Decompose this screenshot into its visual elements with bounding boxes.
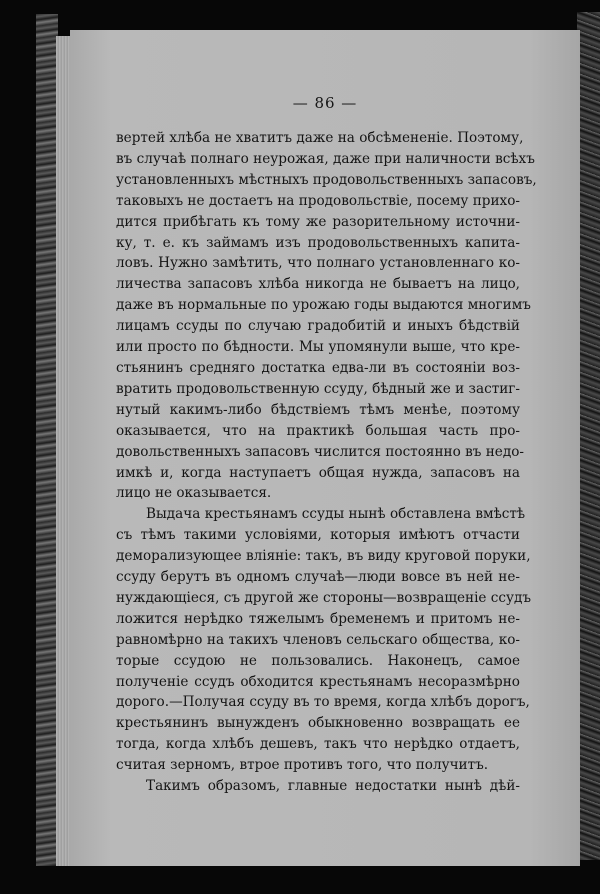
book-board-right <box>577 12 600 860</box>
text-line: вратить продовольственную ссуду, бѣдный же и застиг- <box>116 380 520 397</box>
text-line: стьянинъ средняго достатка едва-ли въ состояніи воз- <box>116 359 520 376</box>
text-line: лицамъ ссуды по случаю градобитій и иныхъ бѣдствій <box>116 318 520 335</box>
text-line: даже въ нормальные по урожаю годы выдаются многимъ <box>116 297 531 314</box>
text-line: деморализующее вліяніе: такъ, въ виду круговой поруки, <box>116 548 531 565</box>
paragraph-1 <box>116 128 537 504</box>
text-line: вертей хлѣба не хватитъ даже на обсѣмененіе. Поэтому, <box>116 130 524 146</box>
text-line: ку, т. е. къ займамъ изъ продовольственныхъ капита- <box>116 234 520 251</box>
text-line: нуждающіеся, съ другой же стороны—возвращеніе ссудъ <box>116 589 532 606</box>
page-body <box>116 128 537 797</box>
text-line: оказывается, что на практикѣ большая часть про- <box>116 422 520 439</box>
text-line: равномѣрно на такихъ членовъ сельскаго общества, ко- <box>116 631 520 648</box>
text-line: ложится нерѣдко тяжелымъ бременемъ и притомъ не- <box>116 610 520 627</box>
text-line: торые ссудою не пользовались. Наконецъ, самое <box>116 652 520 669</box>
text-line: имкѣ и, когда наступаетъ общая нужда, запасовъ на <box>116 464 520 481</box>
text-line: или просто по бѣдности. Мы упомянули выше, что кре- <box>116 339 520 356</box>
text-line: довольственныхъ запасовъ числится постоянно въ недо- <box>116 443 524 460</box>
text-line: крестьянинъ вынужденъ обыкновенно возвращать ее <box>116 715 520 732</box>
text-line: нутый какимъ-либо бѣдствіемъ тѣмъ менѣе, поэтому <box>116 401 520 418</box>
text-line: тогда, когда хлѣбъ дешевъ, такъ что нерѣдко отдаетъ, <box>116 736 520 753</box>
page-stack-edges <box>56 36 70 866</box>
text-line: дорого.—Получая ссуду въ то время, когда хлѣбъ дорогъ, <box>116 694 530 711</box>
text-line: установленныхъ мѣстныхъ продовольственныхъ запасовъ, <box>116 171 537 188</box>
paragraph-2 <box>116 504 532 776</box>
paragraph-3 <box>116 776 520 797</box>
text-line: съ тѣмъ такими условіями, которыя имѣютъ отчасти <box>116 527 520 544</box>
book-binding-left <box>36 14 58 866</box>
text-line: полученіе ссудъ обходится крестьянамъ несоразмѣрно <box>116 673 520 690</box>
text-line: личества запасовъ хлѣба никогда не бываетъ на лицо, <box>116 276 520 293</box>
text-line: лицо не оказывается. <box>116 485 272 502</box>
text-line: ссуду берутъ въ одномъ случаѣ—люди вовсе въ ней не- <box>116 569 520 586</box>
text-line: считая зерномъ, втрое противъ того, что получитъ. <box>116 757 489 774</box>
text-line: Выдача крестьянамъ ссуды нынѣ обставлена вмѣстѣ <box>146 506 526 523</box>
page-number: — 86 — <box>292 94 358 112</box>
book-page <box>70 30 580 866</box>
text-line: Такимъ образомъ, главные недостатки нынѣ дѣй- <box>146 778 520 795</box>
text-line: дится прибѣгать къ тому же разорительному источни- <box>116 213 520 230</box>
text-line: таковыхъ не достаетъ на продовольствіе, посему прихо- <box>116 192 520 209</box>
text-line: въ случаѣ полнаго неурожая, даже при наличности всѣхъ <box>116 150 535 167</box>
text-line: ловъ. Нужно замѣтить, что полнаго установленнаго ко- <box>116 255 520 272</box>
